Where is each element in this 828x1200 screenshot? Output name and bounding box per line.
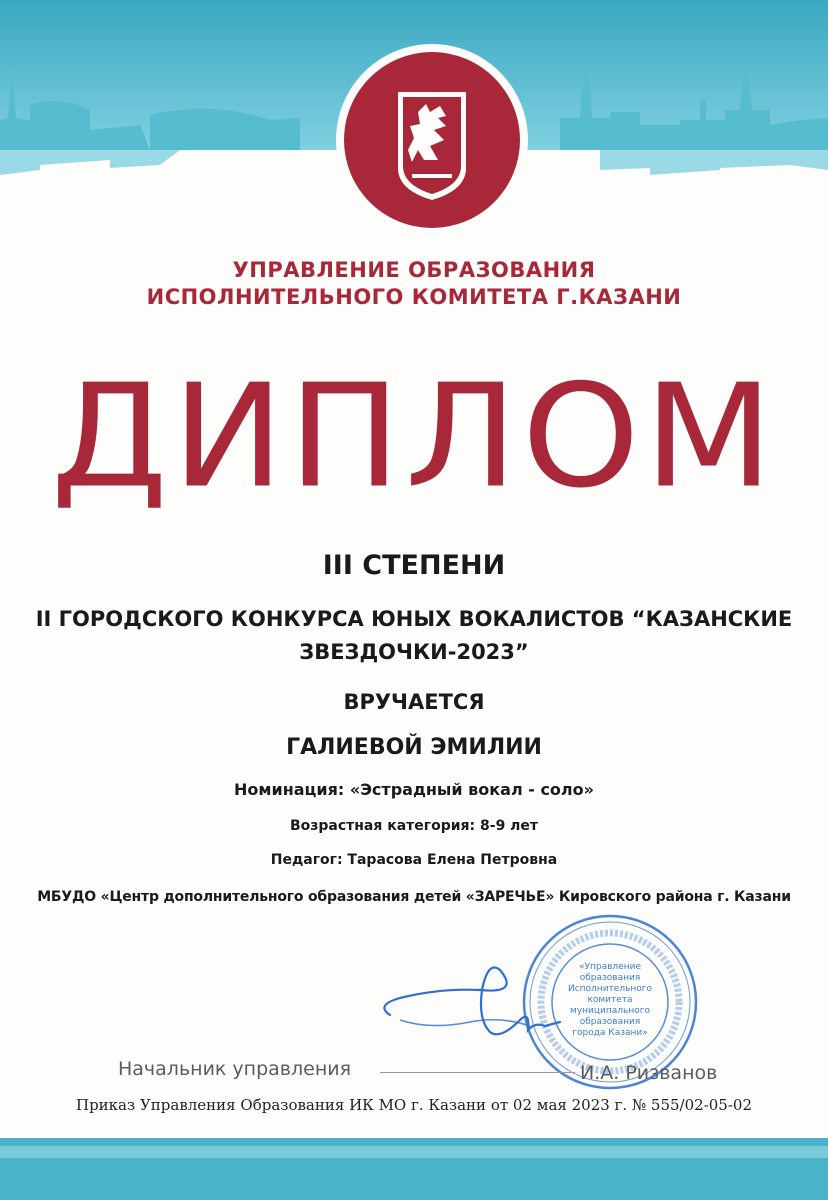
- school-name: МБУДО «Центр дополнительного образования детей «ЗАРЕЧЬЕ» Кировского района г. Казани: [37, 889, 791, 905]
- stamp-text-line: образования: [579, 1017, 641, 1027]
- organization-line-2: ИСПОЛНИТЕЛЬНОГО КОМИТЕТА Г.КАЗАНИ: [146, 285, 682, 309]
- footer-band: [0, 1138, 828, 1200]
- stamp-text-line: комитета: [587, 995, 633, 1005]
- header-skyline-banner: [0, 0, 828, 260]
- handwritten-signature: [370, 960, 570, 1050]
- contest-name-line-2: ЗВЕЗДОЧКИ-2023”: [299, 640, 529, 664]
- signer-position: Начальник управления: [118, 1058, 352, 1080]
- signer-name: И.А. Ризванов: [580, 1062, 718, 1084]
- stamp-text-line: образования: [579, 973, 641, 983]
- diploma-title: ДИПЛОМ: [50, 354, 778, 520]
- stamp-text-line: «Управление: [579, 962, 641, 972]
- stamp-text-line: муниципального: [570, 1006, 650, 1016]
- order-reference: Приказ Управления Образования ИК МО г. Казани от 02 мая 2023 г. № 555/02-05-02: [76, 1096, 752, 1114]
- signature-line: [380, 1072, 575, 1073]
- kazan-coat-of-arms-icon: [398, 92, 466, 200]
- stamp-text-line: города Казани»: [572, 1028, 648, 1038]
- nomination: Номинация: «Эстрадный вокал - соло»: [234, 780, 594, 799]
- contest-name-line-1: II ГОРОДСКОГО КОНКУРСА ЮНЫХ ВОКАЛИСТОВ “КАЗАНСКИЕ: [35, 607, 793, 631]
- diploma-degree: III СТЕПЕНИ: [322, 550, 506, 581]
- recipient-name: ГАЛИЕВОЙ ЭМИЛИИ: [286, 735, 542, 760]
- organization-line-1: УПРАВЛЕНИЕ ОБРАЗОВАНИЯ: [232, 258, 596, 282]
- awarded-label: ВРУЧАЕТСЯ: [343, 690, 485, 714]
- stamp-text-line: Исполнительного: [567, 984, 653, 994]
- teacher-name: Педагог: Тарасова Елена Петровна: [270, 852, 558, 868]
- age-category: Возрастная категория: 8-9 лет: [289, 818, 539, 834]
